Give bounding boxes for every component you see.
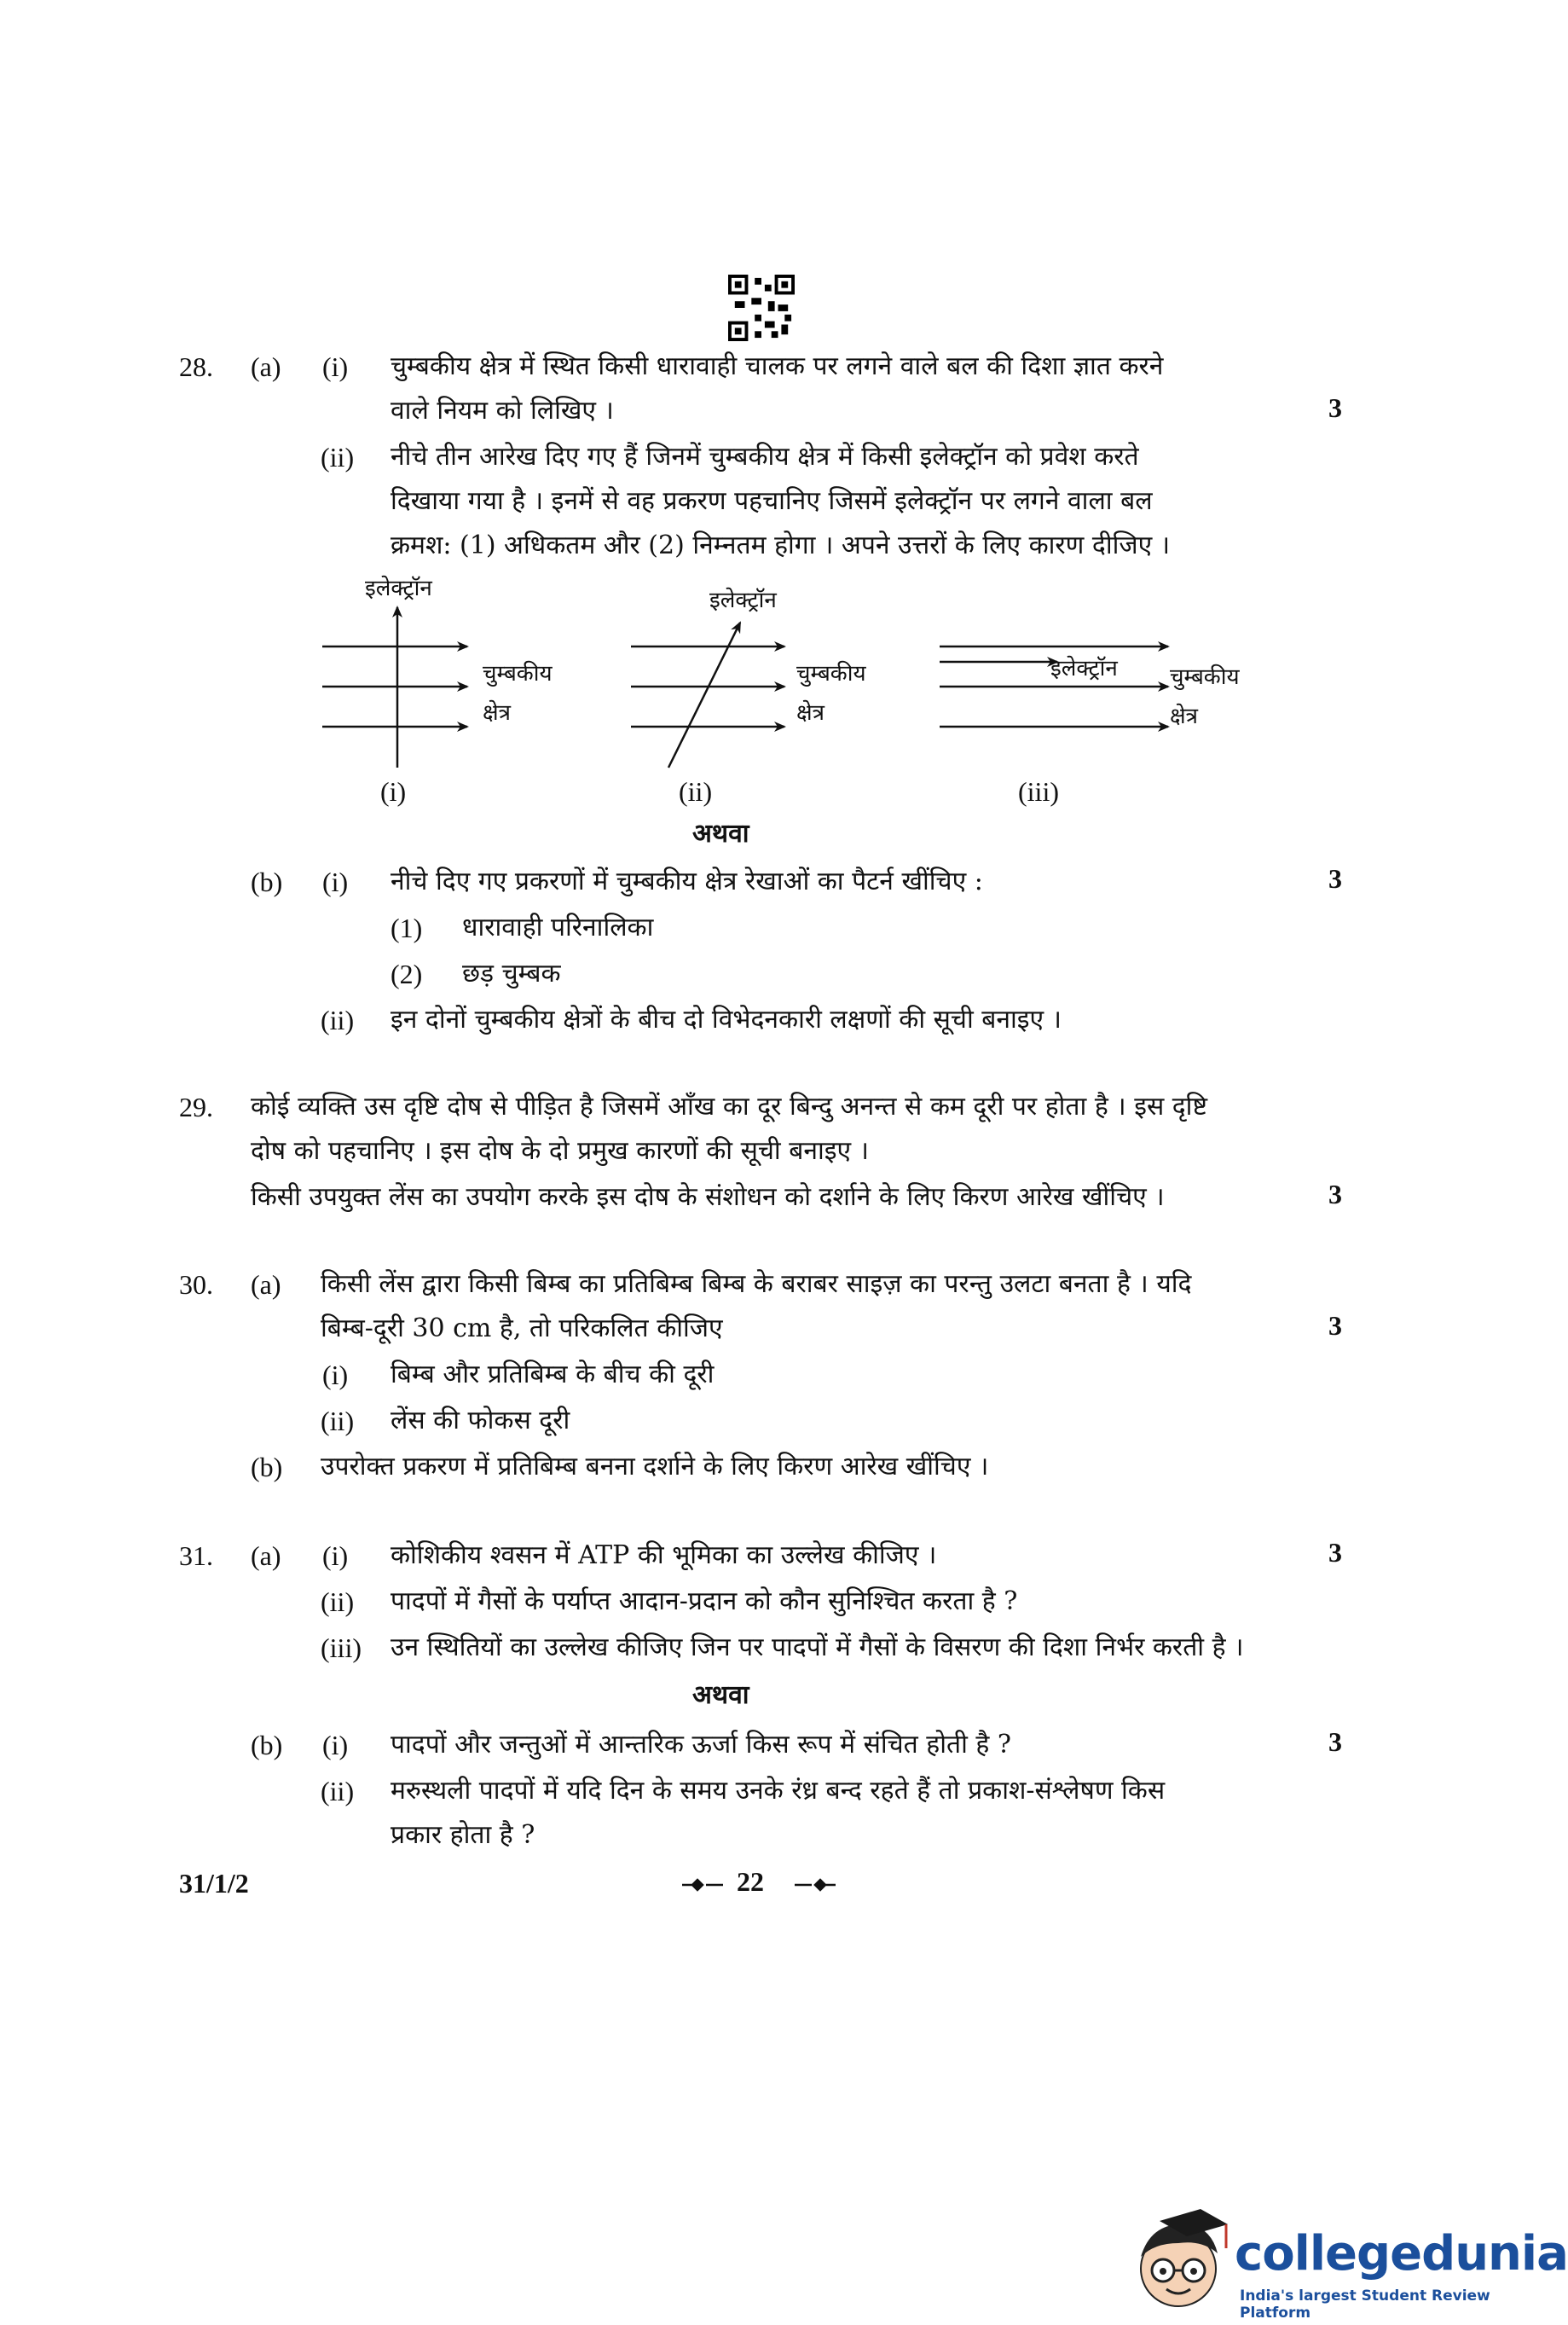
- q28-b-i-1-text: धारावाही परिनालिका: [462, 913, 654, 942]
- q29-line3: किसी उपयुक्त लेंस का उपयोग करके इस दोष के संशोधन को दर्शाने के लिए किरण आरेख खींचिए ।: [251, 1182, 1165, 1212]
- q31-marks: 3: [1328, 1537, 1342, 1568]
- q31-a-ii-label: (ii): [321, 1586, 355, 1617]
- q28-a-i-label: (i): [322, 351, 349, 382]
- q28-b-i-1-label: (1): [391, 913, 423, 943]
- q30-a-i-label: (i): [322, 1360, 349, 1390]
- q28-part-b: (b): [251, 867, 283, 897]
- q28-a-i-line2: वाले नियम को लिखिए ।: [391, 396, 614, 426]
- q28-a-i-line1: चुम्बकीय क्षेत्र में स्थित किसी धारावाही चालक पर लगने वाले बल की दिशा ज्ञात करने: [391, 351, 1164, 381]
- q30-part-b: (b): [251, 1452, 283, 1482]
- q31-b-marks: 3: [1328, 1726, 1342, 1757]
- q28-b-ii-text: इन दोनों चुम्बकीय क्षेत्रों के बीच दो विभेदनकारी लक्षणों की सूची बनाइए ।: [391, 1005, 1062, 1035]
- q31-a-i-text: कोशिकीय श्वसन में ATP की भूमिका का उल्लेख कीजिए ।: [391, 1540, 937, 1570]
- q31-a-iii-label: (iii): [321, 1632, 362, 1663]
- q31-a-ii-text: पादपों में गैसों के पर्याप्त आदान-प्रदान को कौन सुनिश्चित करता है ?: [391, 1586, 1018, 1616]
- q31-b-ii-line2: प्रकार होता है ?: [391, 1820, 535, 1850]
- q28-b-i-2-text: छड़ चुम्बक: [462, 959, 561, 989]
- q28-b-i-label: (i): [322, 867, 349, 897]
- q31-b-i-label: (i): [322, 1730, 349, 1760]
- q28-part-a: (a): [251, 351, 281, 382]
- q30-a-line2: बिम्ब-दूरी 30 cm है, तो परिकलित कीजिए: [321, 1313, 723, 1343]
- collegedunia-logo: [1125, 2200, 1568, 2322]
- page-number: 22: [737, 1866, 764, 1897]
- brand-tagline: India's largest Student Review Platform: [1240, 2287, 1490, 2322]
- diagram-i-label: (i): [380, 776, 407, 807]
- q28-a-ii-line2: दिखाया गया है । इनमें से वह प्रकरण पहचानिए जिसमें इलेक्ट्रॉन पर लगने वाला बल: [391, 486, 1153, 516]
- q31-part-b: (b): [251, 1730, 283, 1760]
- q29-line1: कोई व्यक्ति उस दृष्टि दोष से पीड़ित है जिसमें आँख का दूर बिन्दु अनन्त से कम दूरी पर होता है । इस दृष्टि: [251, 1092, 1207, 1122]
- diagram-iii-label: (iii): [1018, 776, 1059, 807]
- diagram-iii-field-label2: क्षेत्र: [1170, 704, 1198, 729]
- q28-or: अथवा: [692, 819, 749, 849]
- diagram-iii-field-label1: चुम्बकीय: [1170, 664, 1240, 690]
- q28-a-ii-line1: नीचे तीन आरेख दिए गए हैं जिनमें चुम्बकीय क्षेत्र में किसी इलेक्ट्रॉन को प्रवेश करते: [391, 442, 1139, 472]
- q30-a-i-text: बिम्ब और प्रतिबिम्ब के बीच की दूरी: [391, 1360, 715, 1389]
- q30-part-a: (a): [251, 1269, 281, 1300]
- diagram-i: [322, 607, 467, 768]
- diagram-ii-field-label2: क्षेत्र: [796, 700, 825, 726]
- q31-a-i-label: (i): [322, 1540, 349, 1571]
- page-number-block: [680, 1866, 842, 1904]
- q29-marks: 3: [1328, 1179, 1342, 1209]
- q28-a-ii-line3: क्रमश: (1) अधिकतम और (2) निम्नतम होगा । अपने उत्तरों के लिए कारण दीजिए ।: [391, 531, 1171, 560]
- q30-number: 30.: [179, 1269, 213, 1300]
- q28-number: 28.: [179, 351, 213, 382]
- q28-b-i-2-label: (2): [391, 959, 423, 989]
- q31-b-i-text: पादपों और जन्तुओं में आन्तरिक ऊर्जा किस रूप में संचित होती है ?: [391, 1730, 1011, 1760]
- q31-or: अथवा: [692, 1680, 749, 1710]
- paper-code: 31/1/2: [179, 1868, 249, 1899]
- diagram-iii-electron-label: इलेक्ट्रॉन: [1050, 656, 1118, 681]
- q30-a-ii-text: लेंस की फोकस दूरी: [391, 1406, 570, 1435]
- diagram-i-field-label2: क्षेत्र: [483, 700, 511, 726]
- brand-name: collegedunia: [1235, 2226, 1568, 2282]
- q31-number: 31.: [179, 1540, 213, 1571]
- q28-marks: 3: [1328, 392, 1342, 423]
- mascot-icon: [1125, 2206, 1236, 2316]
- diagram-ii-field-label1: चुम्बकीय: [796, 661, 866, 687]
- q30-a-ii-label: (ii): [321, 1406, 355, 1436]
- q31-a-iii-text: उन स्थितियों का उल्लेख कीजिए जिन पर पादपों में गैसों के विसरण की दिशा निर्भर करती है ।: [391, 1632, 1244, 1662]
- q30-b-text: उपरोक्त प्रकरण में प्रतिबिम्ब बनना दर्शाने के लिए किरण आरेख खींचिए ।: [321, 1452, 989, 1481]
- diagram-i-field-label1: चुम्बकीय: [483, 661, 553, 687]
- left-ornament-icon: [680, 1878, 725, 1892]
- q31-b-ii-label: (ii): [321, 1776, 355, 1806]
- electron-field-diagram: [307, 563, 1330, 819]
- q31-b-ii-line1: मरुस्थली पादपों में यदि दिन के समय उनके रंध्र बन्द रहते हैं तो प्रकाश-संश्लेषण किस: [391, 1776, 1166, 1806]
- q30-a-line1: किसी लेंस द्वारा किसी बिम्ब का प्रतिबिम्ब बिम्ब के बराबर साइज़ का परन्तु उलटा बनता है । यदि: [321, 1269, 1192, 1299]
- diagram-i-electron-label: इलेक्ट्रॉन: [365, 576, 432, 601]
- q29-line2: दोष को पहचानिए । इस दोष के दो प्रमुख कारणों की सूची बनाइए ।: [251, 1136, 870, 1166]
- qr-code: [727, 275, 796, 341]
- q28-b-i-text: नीचे दिए गए प्रकरणों में चुम्बकीय क्षेत्र रेखाओं का पैटर्न खींचिए :: [391, 867, 983, 896]
- diagram-ii-electron-label: इलेक्ट्रॉन: [709, 588, 777, 613]
- q28-b-marks: 3: [1328, 863, 1342, 894]
- right-ornament-icon: [793, 1878, 837, 1892]
- q28-a-ii-label: (ii): [321, 442, 355, 473]
- diagram-ii: [631, 623, 784, 768]
- q28-b-ii-label: (ii): [321, 1005, 355, 1035]
- q30-marks: 3: [1328, 1310, 1342, 1341]
- q29-number: 29.: [179, 1092, 213, 1122]
- q31-part-a: (a): [251, 1540, 281, 1571]
- diagram-ii-label: (ii): [679, 776, 713, 807]
